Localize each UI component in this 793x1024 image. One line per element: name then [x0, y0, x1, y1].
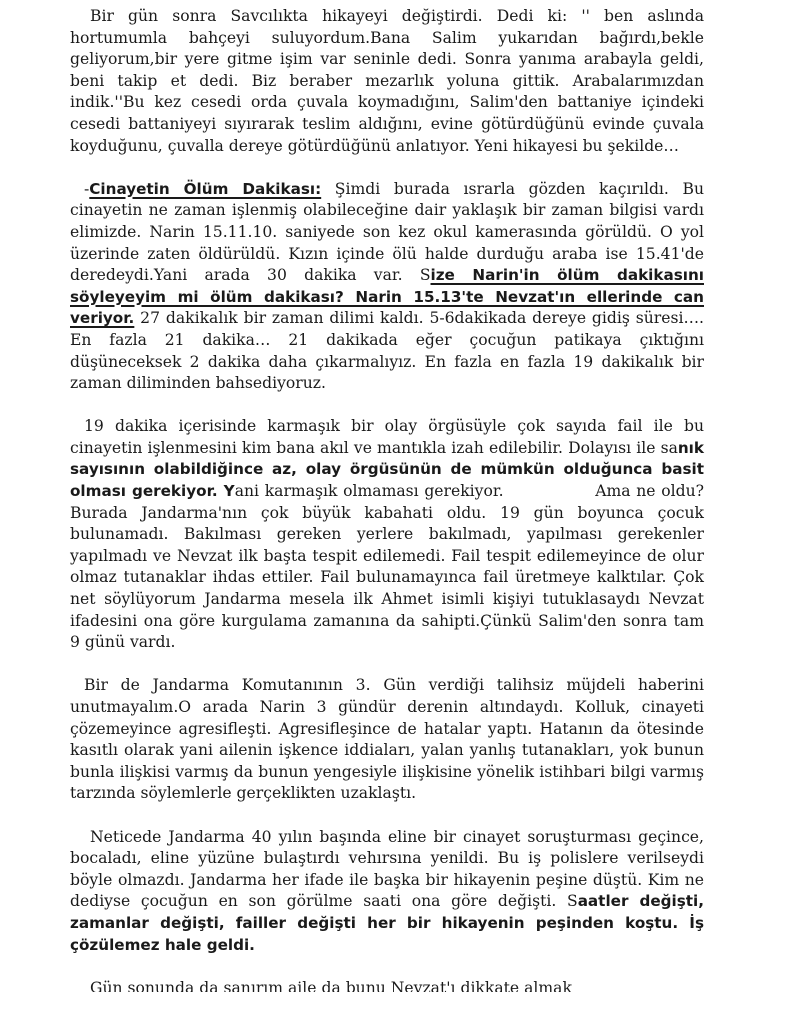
paragraph-1: Bir gün sonra Savcılıkta hikayeyi değiştirdi. Dedi ki: '' ben aslında hortumumla bahçeyi suluyordum.Bana Salim yukarıdan bağırdı,bekle geliyorum,bir yere gitme işim var seninle dedi. Sonra yanıma arabayla geldi, beni takip et dedi. Biz beraber mezarlık yoluna gittik. Arabalarımızdan indik.''Bu kez cesedi orda çuvala koymadığını, Salim'den battaniye içindeki cesedi battaniyeyi sıyırarak teslim aldığını, evine götürdüğünü evinde çuvala koyduğunu, çuvalla dereye götürdüğünü anlatıyor. Yeni hikayesi bu şekilde…	[70, 7, 704, 155]
paragraph-5	[70, 827, 704, 957]
paragraph-3	[70, 416, 704, 654]
body-text: 27 dakikalık bir zaman dilimi kaldı. 5-6dakikada dereye gidiş süresi…. En fazla 21 dakika… 21 dakikada eğer çocuğun patikaya çıktığını düşüneceksek 2 dakika daha çıkarmalıyız. En fazla en fazla 19 dakikalık bir zaman diliminden bahsediyoruz.	[70, 309, 704, 393]
body-text: ani karmaşık olmaması gerekiyor.	[234, 482, 504, 501]
emphasis-text: ize Narin'in ölüm dakikasını söyleyeyim mi ölüm dakikası? Narin 15.13'te Nevzat'ın ellerinde can veriyor.	[70, 266, 704, 328]
body-text: Ama ne oldu? Burada Jandarma'nın çok büyük kabahati oldu. 19 gün boyunca çocuk bulunamadı. Bakılması gereken yerlere bakılmadı, yapılması gerekenler yapılmadı ve Nevzat ilk başta tespit edilemedi. Fail tespit edilemeyince de olur olmaz tutanaklar ihdas ettiler. Fail bulunamayınca fail üretmeye kalktılar. Çok net söylüyorum Jandarma mesela ilk Ahmet isimli kişiyi tutuklasaydı Nevzat ifadesini ona göre kurgulama zamanına da sahipti.Çünkü Salim'den sonra tam 9 günü vardı.	[70, 482, 704, 652]
paragraph-6-partial: Gün sonunda da sanırım aile da bunu Nevzat'ı dikkate almak	[90, 978, 572, 992]
paragraph-gap	[70, 157, 704, 179]
bold-text: nık sayısının olabildiğince az, olay örgüsünün de mümkün olduğunca basit olması gerekiyor. Y	[70, 438, 704, 501]
body-text: 19 dakika içerisinde karmaşık bir olay örgüsüyle çok sayıda fail ile bu cinayetin işlenmesini kim bana akıl ve mantıkla izah edilebilir. Dolayısı ile sa	[70, 417, 704, 457]
paragraph-gap	[70, 956, 704, 978]
body-text: Şimdi burada ısrarla gözden kaçırıldı. Bu cinayetin ne zaman işlenmiş olabileceğine dair yaklaşık bir zaman bilgisi vardı elimizde. Narin 15.11.10. saniyede son kez okul kamerasında görüldü. O yol üzerinde zaten öldürüldü. Kızın içinde ölü halde durduğu araba ise 15.41'de deredeydi.Yani arada 30 dakika var. S	[70, 179, 704, 285]
cut-off-line-wrapper	[70, 978, 704, 992]
section-heading: Cinayetin Ölüm Dakikası:	[89, 179, 322, 198]
paragraph-gap	[70, 805, 704, 827]
body-text: Neticede Jandarma 40 yılın başında eline bir cinayet soruşturması geçince, bocaladı, eline yüzüne bulaştırdı vehırsına yenildi. Bu iş polislere verilseydi böyle olmazdı. Jandarma her ifade ile başka bir hikayenin peşine düştü. Kim ne dediyse çocuğun en son görülme saati ona göre değişti. S	[70, 827, 704, 911]
paragraph-gap	[70, 654, 704, 676]
paragraph-gap	[70, 395, 704, 417]
paragraph-4: Bir de Jandarma Komutanının 3. Gün verdiği talihsiz müjdeli haberini unutmayalım.O arada Narin 3 gündür derenin altındaydı. Kolluk, cinayeti çözemeyince agresifleşti. Agresifleşince de hatalar yaptı. Hatanın da ötesinde kasıtlı olarak yani ailenin işkence iddiaları, yalan yanlış tutanakları, yok bunun bunla ilişkisi varmış da bunun yengesiyle ilişkisine yönelik istihbari bilgi varmış tarzında söylemlerle gerçeklikten uzaklaştı.	[70, 676, 704, 803]
bold-text: aatler değişti, zamanlar değişti, failler değişti her bir hikayenin peşinden koştu. İş çözülemez hale geldi.	[70, 892, 704, 954]
list-dash: -	[84, 179, 90, 198]
paragraph-2	[70, 179, 704, 395]
document-page	[70, 6, 704, 992]
